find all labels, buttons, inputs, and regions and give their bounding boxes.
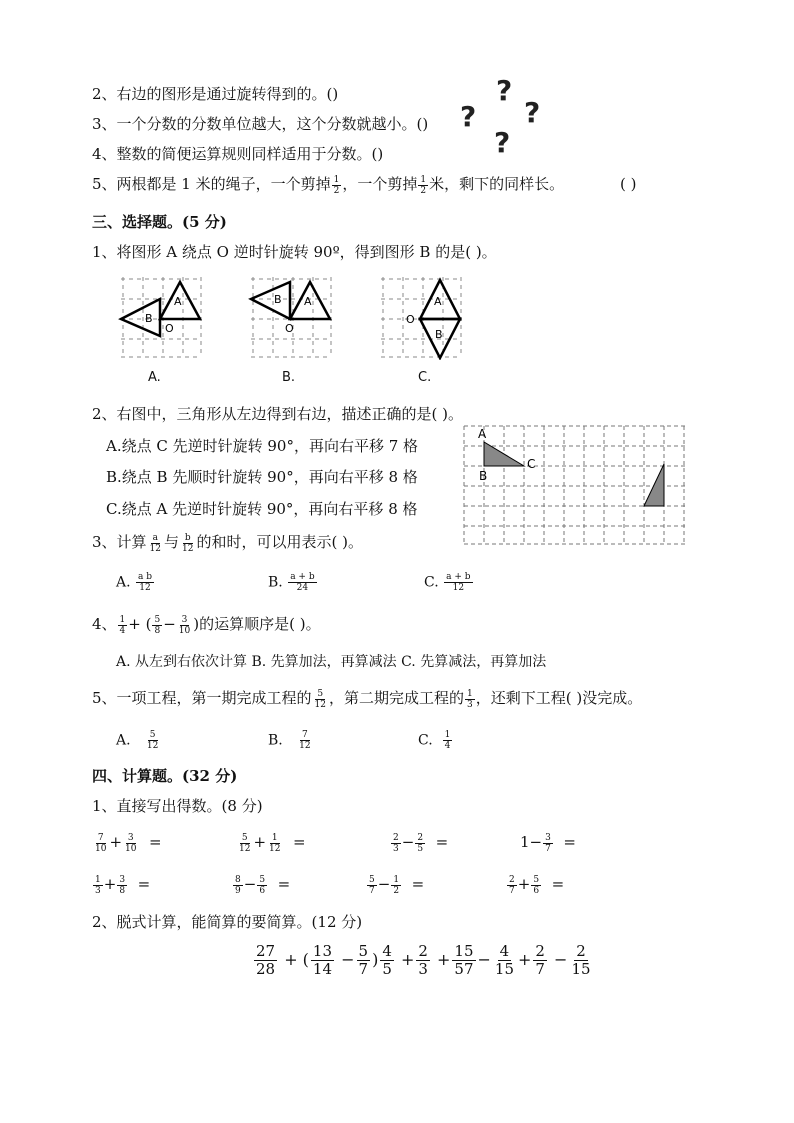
triangle-grid-figure bbox=[462, 424, 688, 548]
calc-expression: $\frac{27}{28}$ + ( $\frac{13}{14}$ − $\frac{5}{7}$ ) $\frac{4}{5}$ + $\frac{2}{3}$ + $\frac{15}{57}$ − $\frac{4}{15}$ + $\frac{2}{7}$ − $\frac{2}{15}$ bbox=[256, 942, 591, 978]
figure-letter: A bbox=[174, 295, 182, 308]
figure-letter: O bbox=[165, 322, 174, 335]
choice-q1-option-c[interactable]: C. bbox=[418, 370, 432, 385]
fraction: $\frac{1}{2}$ bbox=[420, 174, 427, 196]
fraction: $\frac{1}{2}$ bbox=[333, 174, 340, 196]
tf-q3: 3、一个分数的分数单位越大，这个分数就越小。() bbox=[92, 115, 429, 133]
fraction: $\frac{b}{12}$ bbox=[182, 532, 194, 554]
figure-letter: A bbox=[478, 427, 487, 441]
question-mark-icon: ? bbox=[496, 74, 513, 107]
choice-q5-option-c[interactable]: C. $\frac{1}{4}$ bbox=[418, 730, 451, 751]
choice-q4: 4、 $\frac{1}{4}$ + ( $\frac{5}{8}$ − $\frac{3}{10}$ )的运算顺序是( )。 bbox=[92, 614, 321, 636]
figure-letter: B bbox=[479, 469, 488, 483]
choice-q2-option-b[interactable]: B.绕点 B 先顺时针旋转 90°，再向右平移 8 格 bbox=[106, 468, 418, 486]
choice-q4-options[interactable]: A. 从左到右依次计算 B. 先算加法，再算减法 C. 先算减法，再算加法 bbox=[116, 654, 547, 670]
choice-q3-option-c[interactable]: C. $\frac{a + b}{12}$ bbox=[424, 572, 471, 593]
figure-letter: A bbox=[304, 295, 312, 308]
choice-q5-option-a[interactable]: A. $\frac{5}{12}$ bbox=[116, 730, 159, 751]
tf-q4: 4、整数的简便运算规则同样适用于分数。() bbox=[92, 145, 384, 163]
choice-q5: 5、一项工程，第一期完成工程的 $\frac{5}{12}$ ，第二期完成工程的 $\frac{1}{3}$ ，还剩下工程( )没完成。 bbox=[92, 688, 643, 710]
figure-letter: O bbox=[285, 322, 294, 335]
calc-item: $\frac{5}{12}$ + $\frac{1}{12}$ = bbox=[239, 832, 306, 854]
figure-letter: B bbox=[274, 293, 282, 306]
calc-item: $\frac{8}{9}$ − $\frac{5}{6}$ = bbox=[235, 874, 291, 896]
grid-figure-c bbox=[378, 274, 464, 360]
figure-letter: A bbox=[434, 295, 442, 308]
section-heading-calc: 四、计算题。(32 分) bbox=[92, 767, 238, 785]
figure-letter: C bbox=[527, 457, 536, 471]
choice-q3: 3、计算 $\frac{a}{12}$ 与 $\frac{b}{12}$ 的和时，可以用表示( )。 bbox=[92, 532, 363, 554]
calc-sub1: 1、直接写出得数。(8 分) bbox=[92, 797, 263, 815]
choice-q5-option-b[interactable]: B. $\frac{7}{12}$ bbox=[268, 730, 311, 751]
choice-q1-option-a[interactable]: A. bbox=[148, 370, 161, 385]
choice-q1: 1、将图形 A 绕点 O 逆时针旋转 90º，得到图形 B 的是( )。 bbox=[92, 243, 497, 261]
tf-q5: 5、两根都是 1 米的绳子，一个剪掉 $\frac{1}{2}$ ，一个剪掉 $\frac{1}{2}$ 米，剩下的同样长。 bbox=[92, 174, 565, 196]
section-heading-choice: 三、选择题。(5 分) bbox=[92, 213, 227, 231]
fraction: $\frac{a}{12}$ bbox=[149, 532, 161, 554]
choice-q1-option-b[interactable]: B. bbox=[282, 370, 296, 385]
choice-q2: 2、右图中，三角形从左边得到右边，描述正确的是( )。 bbox=[92, 405, 464, 423]
calc-item: $\frac{5}{7}$ − $\frac{1}{2}$ = bbox=[369, 874, 425, 896]
figure-letter: O bbox=[406, 313, 415, 326]
calc-item: $\frac{1}{3}$ + $\frac{3}{8}$ = bbox=[95, 874, 151, 896]
calc-item: $\frac{7}{10}$ + $\frac{3}{10}$ = bbox=[95, 832, 162, 854]
figure-letter: B bbox=[435, 328, 443, 341]
calc-sub2: 2、脱式计算，能简算的要简算。(12 分) bbox=[92, 913, 363, 931]
choice-q3-option-b[interactable]: B. $\frac{a + b}{24}$ bbox=[268, 572, 315, 593]
calc-item: $\frac{2}{3}$ − $\frac{2}{5}$ = bbox=[393, 832, 449, 854]
tf-q2: 2、右边的图形是通过旋转得到的。() bbox=[92, 85, 339, 103]
choice-q3-option-a[interactable]: A. $\frac{\text{a b}}{12}$ bbox=[116, 572, 153, 593]
calc-item: $\frac{2}{7}$ + $\frac{5}{6}$ = bbox=[509, 874, 565, 896]
grid-figure-b bbox=[248, 274, 334, 360]
choice-q2-option-a[interactable]: A.绕点 C 先逆时针旋转 90°，再向右平移 7 格 bbox=[106, 437, 419, 455]
question-mark-icon: ? bbox=[494, 126, 511, 159]
tf-q5-answer-paren: ( ) bbox=[620, 175, 637, 193]
calc-item: 1− $\frac{3}{7}$ = bbox=[520, 832, 576, 854]
question-mark-icon: ? bbox=[524, 96, 541, 129]
grid-figure-a bbox=[118, 274, 204, 360]
choice-q2-option-c[interactable]: C.绕点 A 先逆时针旋转 90°，再向右平移 8 格 bbox=[106, 500, 418, 518]
figure-letter: B bbox=[145, 312, 153, 325]
question-mark-icon: ? bbox=[460, 100, 477, 133]
